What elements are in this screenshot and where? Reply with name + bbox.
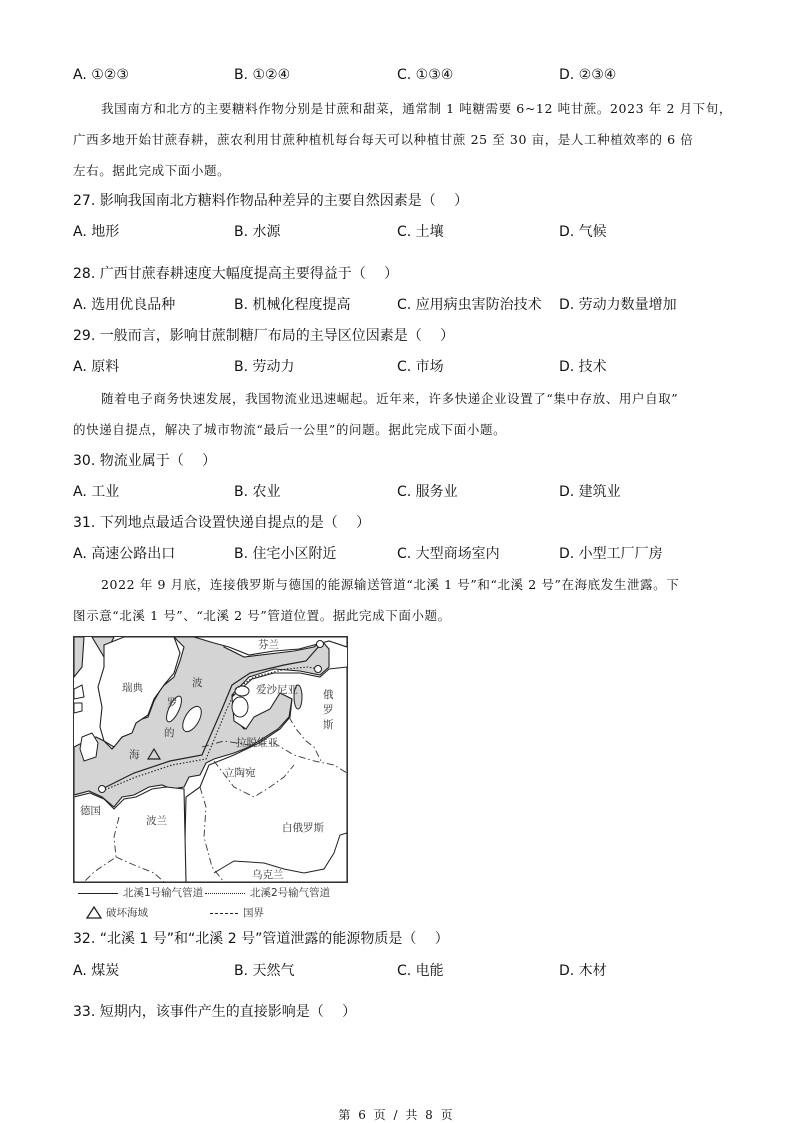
label-baltic-2: 罗: [167, 697, 178, 709]
q32-option-a[interactable]: A. 煤炭: [73, 963, 120, 979]
legend-border: 国界: [243, 907, 264, 919]
label-sweden: 瑞典: [122, 682, 143, 694]
legend-damage: 破坏海域: [106, 907, 148, 919]
q32-option-c[interactable]: C. 电能: [397, 963, 444, 979]
q31-option-b[interactable]: B. 住宅小区附近: [234, 546, 337, 562]
q29-option-c[interactable]: C. 市场: [397, 359, 444, 375]
label-baltic-3: 的: [164, 727, 175, 739]
q30-option-c[interactable]: C. 服务业: [397, 484, 458, 500]
q30-option-b[interactable]: B. 农业: [234, 484, 281, 500]
label-baltic-1: 波: [192, 677, 203, 689]
q30-option-a[interactable]: A. 工业: [73, 484, 120, 500]
label-poland: 波兰: [146, 815, 167, 827]
page-footer: 第 6 页 / 共 8 页: [338, 1108, 455, 1122]
q31-option-a[interactable]: A. 高速公路出口: [73, 546, 176, 562]
q29-option-d[interactable]: D. 技术: [559, 359, 607, 375]
passage-sugar-line1: 我国南方和北方的主要糖料作物分别是甘蔗和甜菜，通常制 1 吨糖需要 6~12 吨甘蔗。2023 年 2 月下旬，: [101, 101, 732, 116]
prev-option-d: D. ②③④: [559, 67, 617, 83]
q30-option-d[interactable]: D. 建筑业: [559, 484, 621, 500]
label-lithuania: 立陶宛: [224, 767, 256, 779]
legend-dotted-line-icon: [205, 893, 245, 894]
q28-option-d[interactable]: D. 劳动力数量增加: [559, 297, 677, 313]
passage-nordstream-line2: 图示意“北溪 1 号”、“北溪 2 号”管道位置。据此完成下面小题。: [73, 608, 451, 623]
passage-sugar-line2: 广西多地开始甘蔗春耕，蔗农利用甘蔗种植机每台每天可以种植甘蔗 25 至 30 亩，是人工种植效率的 6 倍: [73, 132, 694, 147]
label-ukraine: 乌克兰: [252, 869, 284, 881]
label-baltic-4: 海: [129, 749, 140, 761]
map-graphic: [74, 637, 347, 882]
label-germany: 德国: [80, 805, 101, 817]
q27-option-b[interactable]: B. 水源: [234, 224, 281, 240]
legend-dashdot-line-icon: [210, 913, 238, 914]
prev-option-c: C. ①③④: [397, 67, 454, 83]
label-russia-2: 罗: [323, 704, 334, 716]
question-27-stem: 27. 影响我国南北方糖料作物品种差异的主要自然因素是（ ）: [73, 193, 469, 209]
q28-option-a[interactable]: A. 选用优良品种: [73, 297, 176, 313]
prev-option-a: A. ①②③: [73, 67, 129, 83]
question-29-stem: 29. 一般而言，影响甘蔗制糖厂布局的主导区位因素是（ ）: [73, 328, 455, 344]
q31-option-d[interactable]: D. 小型工厂厂房: [559, 546, 663, 562]
label-russia-3: 斯: [323, 719, 334, 731]
q28-option-c[interactable]: C. 应用病虫害防治技术: [397, 297, 542, 313]
passage-sugar-line3: 左右。据此完成下面小题。: [73, 163, 231, 178]
legend-ns1: 北溪1号输气管道: [123, 887, 204, 899]
poland-germany-land: [74, 787, 186, 882]
passage-logistics-line2: 的快递自提点，解决了城市物流“最后一公里”的问题。据此完成下面小题。: [73, 422, 507, 437]
label-russia-1: 俄: [323, 689, 334, 701]
q31-option-c[interactable]: C. 大型商场室内: [397, 546, 500, 562]
label-latvia: 拉脱维亚: [236, 737, 278, 749]
label-estonia: 爱沙尼亚: [256, 684, 298, 696]
question-28-stem: 28. 广西甘蔗春耕速度大幅度提高主要得益于（ ）: [73, 266, 399, 282]
q27-option-c[interactable]: C. 土壤: [397, 224, 444, 240]
label-finland: 芬兰: [258, 639, 279, 651]
q27-option-a[interactable]: A. 地形: [73, 224, 120, 240]
q29-option-a[interactable]: A. 原料: [73, 359, 120, 375]
legend-triangle-icon: [86, 906, 102, 919]
q29-option-b[interactable]: B. 劳动力: [234, 359, 295, 375]
q28-option-b[interactable]: B. 机械化程度提高: [234, 297, 351, 313]
question-32-stem: 32. “北溪 1 号”和“北溪 2 号”管道泄露的能源物质是（ ）: [73, 931, 449, 947]
prev-option-b: B. ①②④: [234, 67, 291, 83]
question-30-stem: 30. 物流业属于（ ）: [73, 453, 217, 469]
q27-option-d[interactable]: D. 气候: [559, 224, 607, 240]
nord-stream-map: [73, 636, 348, 883]
legend-solid-line-icon: [78, 893, 118, 894]
passage-nordstream-line1: 2022 年 9 月底，连接俄罗斯与德国的能源输送管道“北溪 1 号”和“北溪 2 号”在海底发生泄露。下: [101, 577, 680, 592]
passage-logistics-line1: 随着电子商务快速发展，我国物流业迅速崛起。近年来，许多快递企业设置了“集中存放、用户自取”: [101, 391, 679, 406]
question-33-stem: 33. 短期内，该事件产生的直接影响是（ ）: [73, 1004, 357, 1020]
legend-ns2: 北溪2号输气管道: [250, 887, 331, 899]
question-31-stem: 31. 下列地点最适合设置快递自提点的是（ ）: [73, 515, 371, 531]
q32-option-b[interactable]: B. 天然气: [234, 963, 295, 979]
q32-option-d[interactable]: D. 木材: [559, 963, 607, 979]
label-belarus: 白俄罗斯: [282, 822, 324, 834]
